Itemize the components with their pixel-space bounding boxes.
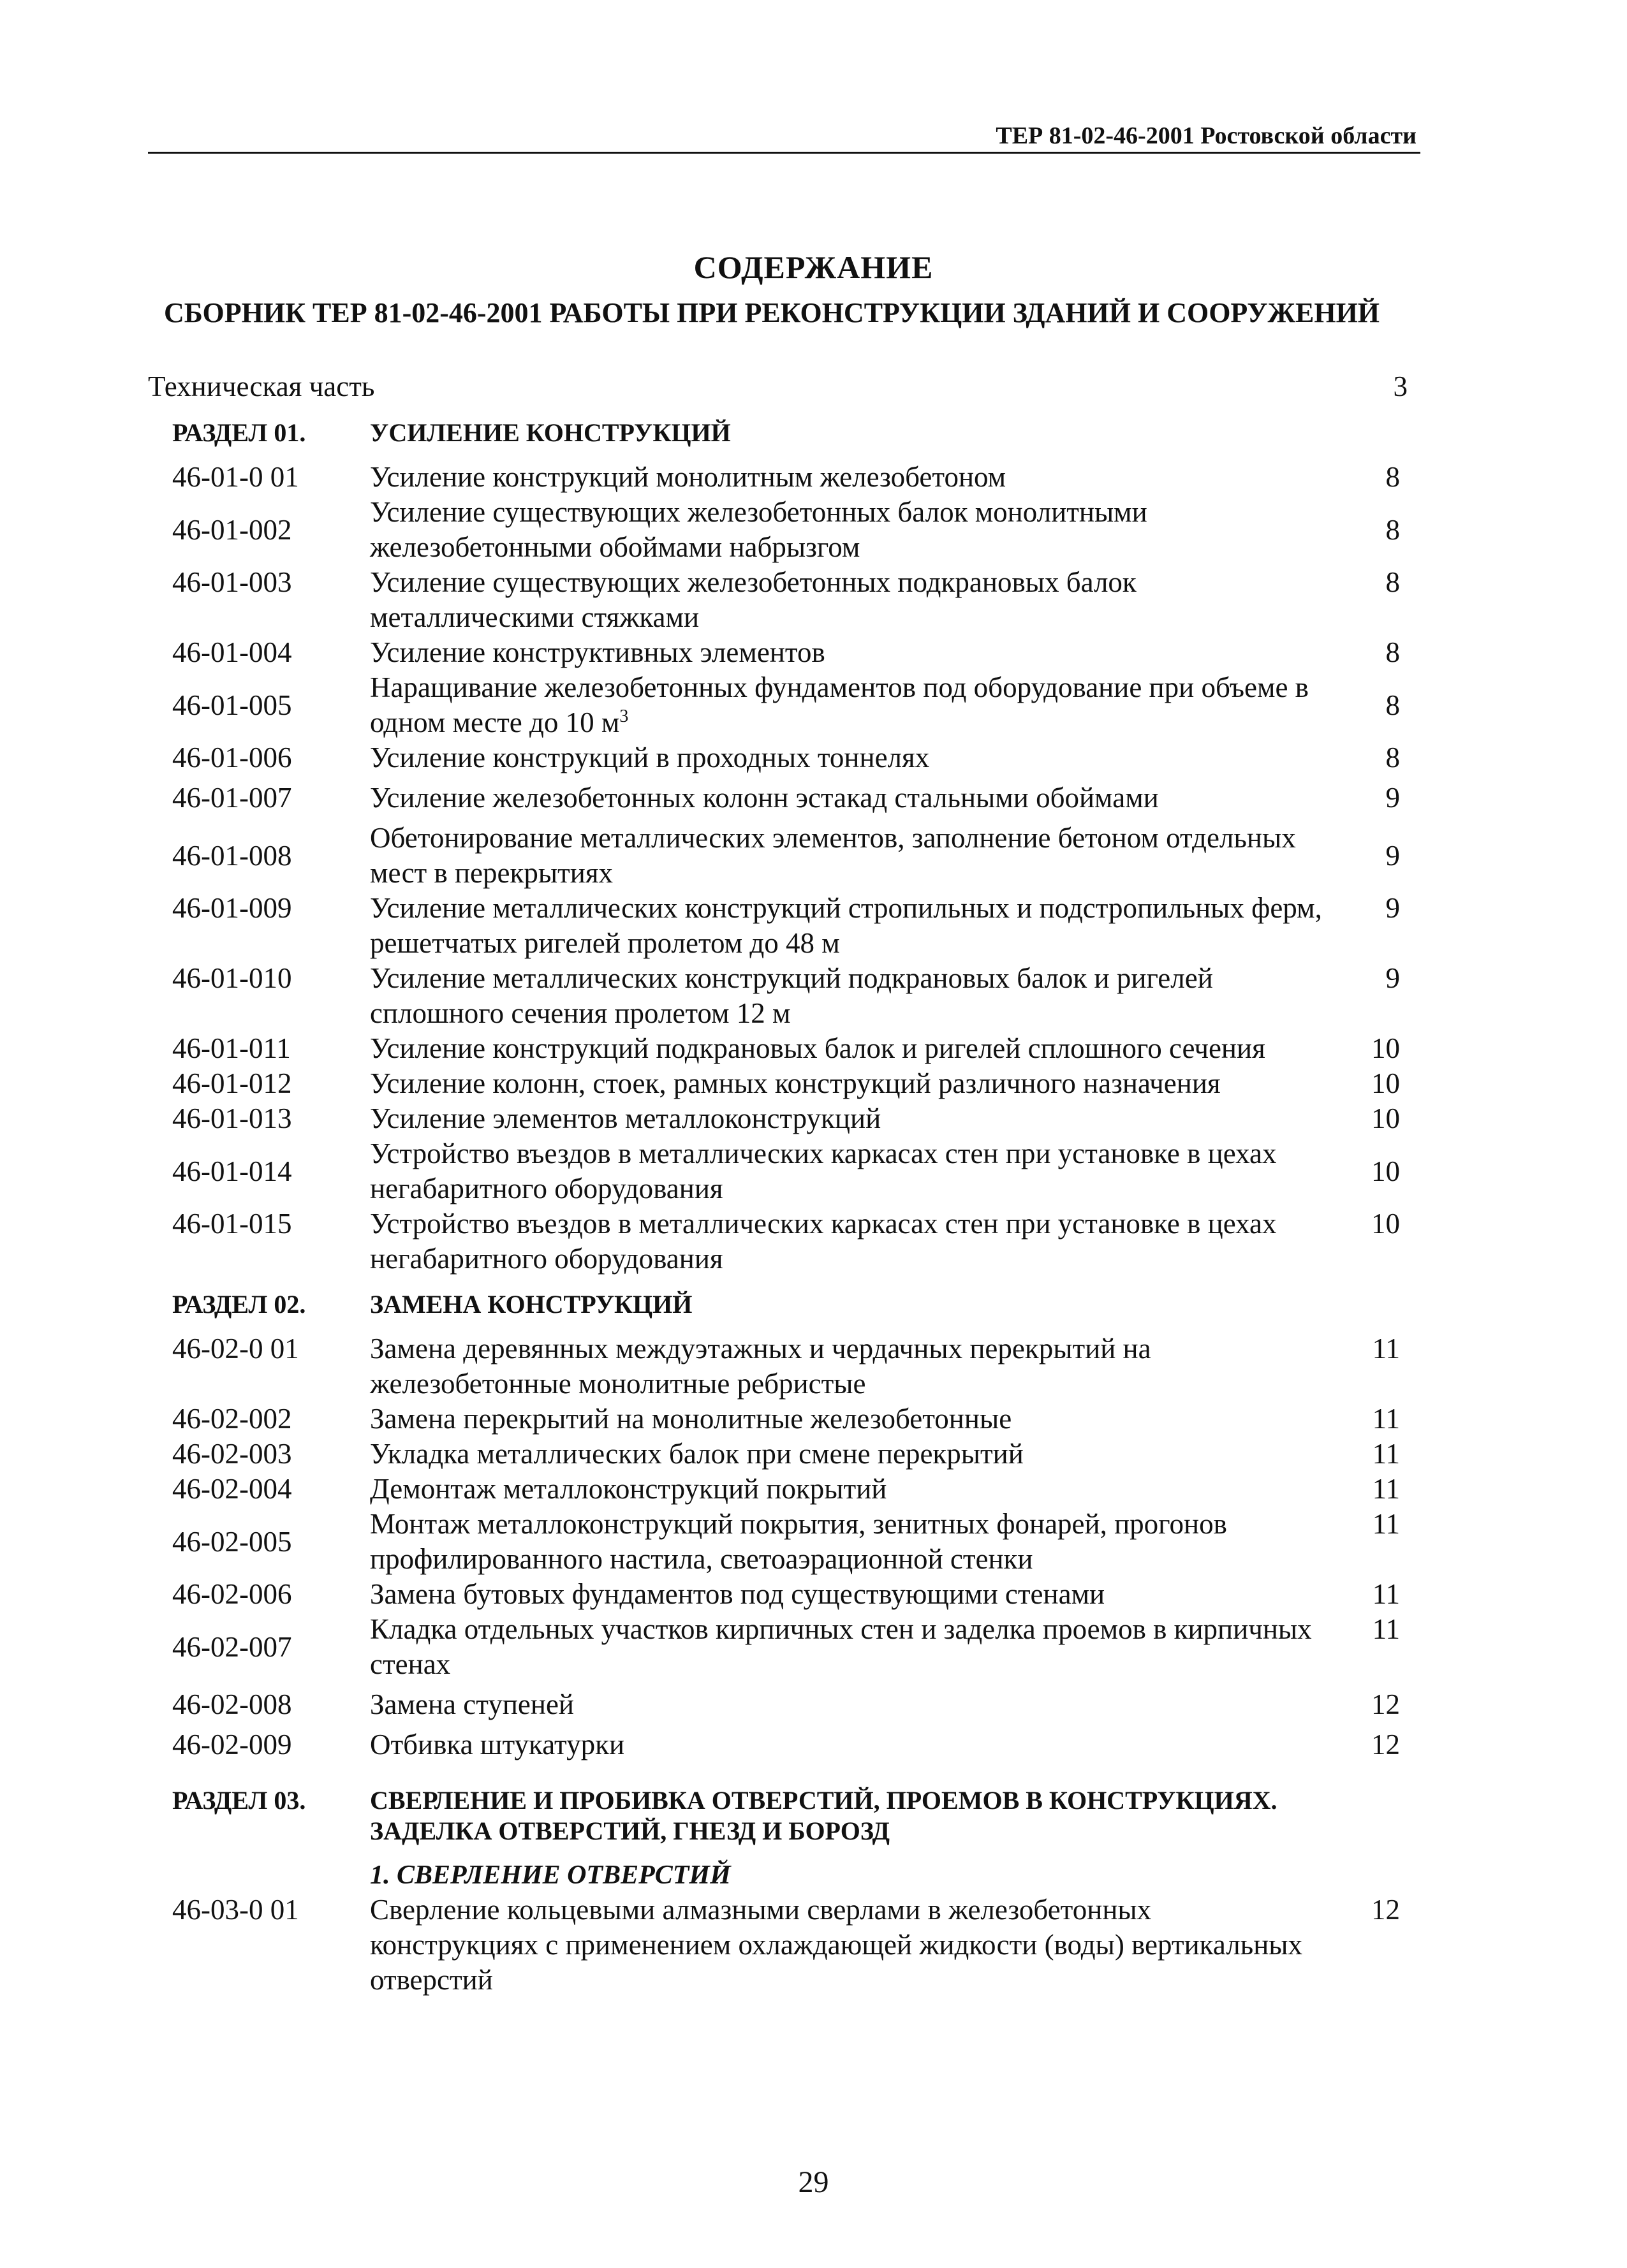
entry-page: 10 — [1371, 1155, 1400, 1187]
entry-code: 46-01-014 — [172, 1155, 292, 1187]
toc-entry — [172, 1472, 1400, 1507]
toc-entry — [172, 1437, 1400, 1472]
toc-entry — [172, 1066, 1400, 1101]
entry-page: 10 — [1371, 1032, 1400, 1064]
toc-entry — [172, 1401, 1400, 1437]
toc-entry — [172, 1892, 1400, 1998]
entry-page: 11 — [1372, 1578, 1400, 1610]
entry-title: Монтаж металлоконструкций покрытия, зенитных фонарей, прогонов профилированного настила, светоаэрационной стенки — [370, 1508, 1227, 1575]
entry-title — [370, 670, 1349, 740]
entry-title: Усиление металлических конструкций стропильных и подстропильных ферм, решетчатых ригелей пролетом до 48 м — [370, 892, 1322, 959]
entry-page: 8 — [1385, 461, 1400, 493]
entry-code: 46-01-007 — [172, 782, 292, 814]
toc-entry — [172, 495, 1400, 565]
entry-code: 46-01-004 — [172, 636, 292, 668]
entry-code: 46-02-0 01 — [172, 1333, 299, 1364]
entry-code: 46-01-010 — [172, 962, 292, 994]
entry-code: 46-01-015 — [172, 1208, 292, 1240]
entry-code: 46-02-004 — [172, 1473, 292, 1505]
toc-entry — [172, 740, 1400, 775]
section-heading — [172, 1289, 1400, 1320]
entry-page: 10 — [1371, 1102, 1400, 1134]
toc-entry — [172, 821, 1400, 891]
entry-page: 10 — [1371, 1067, 1400, 1099]
entry-title: Усиление конструкций подкрановых балок и ригелей сплошного сечения — [370, 1032, 1265, 1064]
toc-entry — [172, 891, 1400, 961]
toc-entry — [172, 1331, 1400, 1401]
page-title: СОДЕРЖАНИЕ — [693, 249, 934, 285]
entry-title: Усиление элементов металлоконструкций — [370, 1102, 881, 1134]
entry-page: 10 — [1371, 1208, 1400, 1240]
entry-title: Кладка отдельных участков кирпичных стен и заделка проемов в кирпичных стенах — [370, 1613, 1312, 1680]
entry-code: 46-01-005 — [172, 689, 292, 721]
toc-entry — [172, 460, 1400, 495]
entry-code: 46-02-003 — [172, 1438, 292, 1470]
section-heading — [172, 1785, 1400, 1847]
subsection-title: 1. СВЕРЛЕНИЕ ОТВЕРСТИЙ — [370, 1861, 731, 1890]
entry-code: 46-01-008 — [172, 839, 292, 872]
technical-part-page: 3 — [1393, 370, 1408, 402]
toc-entry — [172, 635, 1400, 670]
entry-title: Обетонирование металлических элементов, заполнение бетоном отдельных мест в перекрытиях — [370, 822, 1296, 889]
entry-title: Усиление металлических конструкций подкрановых балок и ригелей сплошного сечения пролетом 12 м — [370, 962, 1213, 1029]
entry-title: Замена деревянных междуэтажных и чердачных перекрытий на железобетонные монолитные ребристые — [370, 1333, 1151, 1400]
entry-title: Усиление конструкций в проходных тоннелях — [370, 742, 930, 773]
toc-entry — [172, 1507, 1400, 1577]
entry-page: 11 — [1372, 1613, 1400, 1645]
toc-entry — [172, 1727, 1400, 1762]
entry-code: 46-02-005 — [172, 1525, 292, 1558]
toc-entry — [172, 1687, 1400, 1722]
toc-entry — [172, 1101, 1400, 1136]
toc-entry — [172, 670, 1400, 740]
entry-title: Замена бутовых фундаментов под существующими стенами — [370, 1578, 1105, 1610]
entry-code: 46-02-002 — [172, 1403, 292, 1435]
entry-code: 46-02-006 — [172, 1578, 292, 1610]
entry-page: 11 — [1372, 1333, 1400, 1364]
running-header — [148, 120, 1420, 154]
entry-title: Усиление колонн, стоек, рамных конструкций различного назначения — [370, 1067, 1221, 1099]
entry-page: 8 — [1385, 513, 1400, 546]
entry-code: 46-01-009 — [172, 892, 292, 924]
section-title: СВЕРЛЕНИЕ И ПРОБИВКА ОТВЕРСТИЙ, ПРОЕМОВ В КОНСТРУКЦИЯХ. ЗАДЕЛКА ОТВЕРСТИЙ, ГНЕЗД И БОРОЗД — [370, 1786, 1277, 1845]
technical-part-label: Техническая часть — [148, 370, 375, 402]
entry-page: 9 — [1385, 782, 1400, 814]
entry-title-text: Наращивание железобетонных фундаментов под оборудование при объеме в одном месте до 10 м — [370, 671, 1309, 738]
subsection-heading — [172, 1858, 1400, 1892]
entry-code: 46-01-012 — [172, 1067, 292, 1099]
collection-subtitle: СБОРНИК ТЕР 81-02-46-2001 РАБОТЫ ПРИ РЕКОНСТРУКЦИИ ЗДАНИЙ И СООРУЖЕНИЙ — [163, 297, 1380, 328]
entry-title: Усиление конструкций монолитным железобетоном — [370, 461, 1006, 493]
entry-page: 12 — [1371, 1729, 1400, 1760]
entry-title: Замена перекрытий на монолитные железобетонные — [370, 1403, 1012, 1435]
entry-title: Устройство въездов в металлических каркасах стен при установке в цехах негабаритного оборудования — [370, 1138, 1277, 1204]
entry-code: 46-01-011 — [172, 1032, 291, 1064]
entry-page: 11 — [1372, 1403, 1400, 1435]
entry-code: 46-01-003 — [172, 566, 292, 598]
section-code: РАЗДЕЛ 02. — [172, 1290, 306, 1319]
toc-entry — [172, 780, 1400, 816]
entry-title: Демонтаж металлоконструкций покрытий — [370, 1473, 887, 1505]
entry-page: 11 — [1372, 1438, 1400, 1470]
entry-page: 9 — [1385, 962, 1400, 994]
section-code: РАЗДЕЛ 03. — [172, 1786, 306, 1815]
entry-page: 9 — [1385, 839, 1400, 872]
section-heading — [172, 418, 1400, 448]
entry-title: Устройство въездов в металлических каркасах стен при установке в цехах негабаритного оборудования — [370, 1208, 1277, 1275]
section-title: ЗАМЕНА КОНСТРУКЦИЙ — [370, 1290, 693, 1319]
section-code: РАЗДЕЛ 01. — [172, 418, 306, 447]
entry-title: Отбивка штукатурки — [370, 1729, 625, 1760]
entry-code: 46-02-007 — [172, 1630, 292, 1663]
entry-title: Усиление существующих железобетонных подкрановых балок металлическими стяжками — [370, 566, 1137, 633]
entry-title: Сверление кольцевыми алмазными сверлами в железобетонных конструкциях с применением охлаждающей жидкости (воды) вертикальных отверстий — [370, 1894, 1303, 1996]
entry-page: 8 — [1385, 742, 1400, 773]
entry-title: Замена ступеней — [370, 1688, 575, 1720]
entry-title: Усиление существующих железобетонных балок монолитными железобетонными обоймами набрызгом — [370, 496, 1147, 563]
toc-entry — [172, 1206, 1400, 1277]
running-header-title: ТЕР 81-02-46-2001 Ростовской области — [996, 122, 1417, 149]
entry-title: Усиление железобетонных колонн эстакад стальными обоймами — [370, 782, 1159, 814]
toc-entry — [172, 1031, 1400, 1066]
page-number: 29 — [798, 2165, 829, 2199]
entry-page: 8 — [1385, 689, 1400, 721]
table-of-contents — [172, 418, 1400, 1998]
entry-page: 9 — [1385, 892, 1400, 924]
entry-code: 46-01-0 01 — [172, 461, 299, 493]
technical-part-row — [148, 370, 1408, 408]
entry-page: 11 — [1372, 1508, 1400, 1540]
entry-page: 12 — [1371, 1688, 1400, 1720]
entry-page: 8 — [1385, 566, 1400, 598]
section-title: УСИЛЕНИЕ КОНСТРУКЦИЙ — [370, 418, 731, 447]
toc-entry — [172, 1577, 1400, 1612]
entry-title: Усиление конструктивных элементов — [370, 636, 825, 668]
entry-code: 46-01-002 — [172, 513, 292, 546]
toc-entry — [172, 565, 1400, 635]
entry-page: 8 — [1385, 636, 1400, 668]
entry-title: Укладка металлических балок при смене перекрытий — [370, 1438, 1024, 1470]
entry-code: 46-01-006 — [172, 742, 292, 773]
toc-entry — [172, 1612, 1400, 1682]
entry-code: 46-02-009 — [172, 1729, 292, 1760]
entry-page: 11 — [1372, 1473, 1400, 1505]
entry-code: 46-02-008 — [172, 1688, 292, 1720]
subsection-spacer — [172, 1858, 370, 1892]
toc-entry — [172, 1136, 1400, 1206]
toc-entry — [172, 961, 1400, 1031]
entry-code: 46-03-0 01 — [172, 1894, 299, 1926]
entry-title-superscript: 3 — [619, 706, 629, 726]
entry-code: 46-01-013 — [172, 1102, 292, 1134]
entry-page: 12 — [1371, 1894, 1400, 1926]
